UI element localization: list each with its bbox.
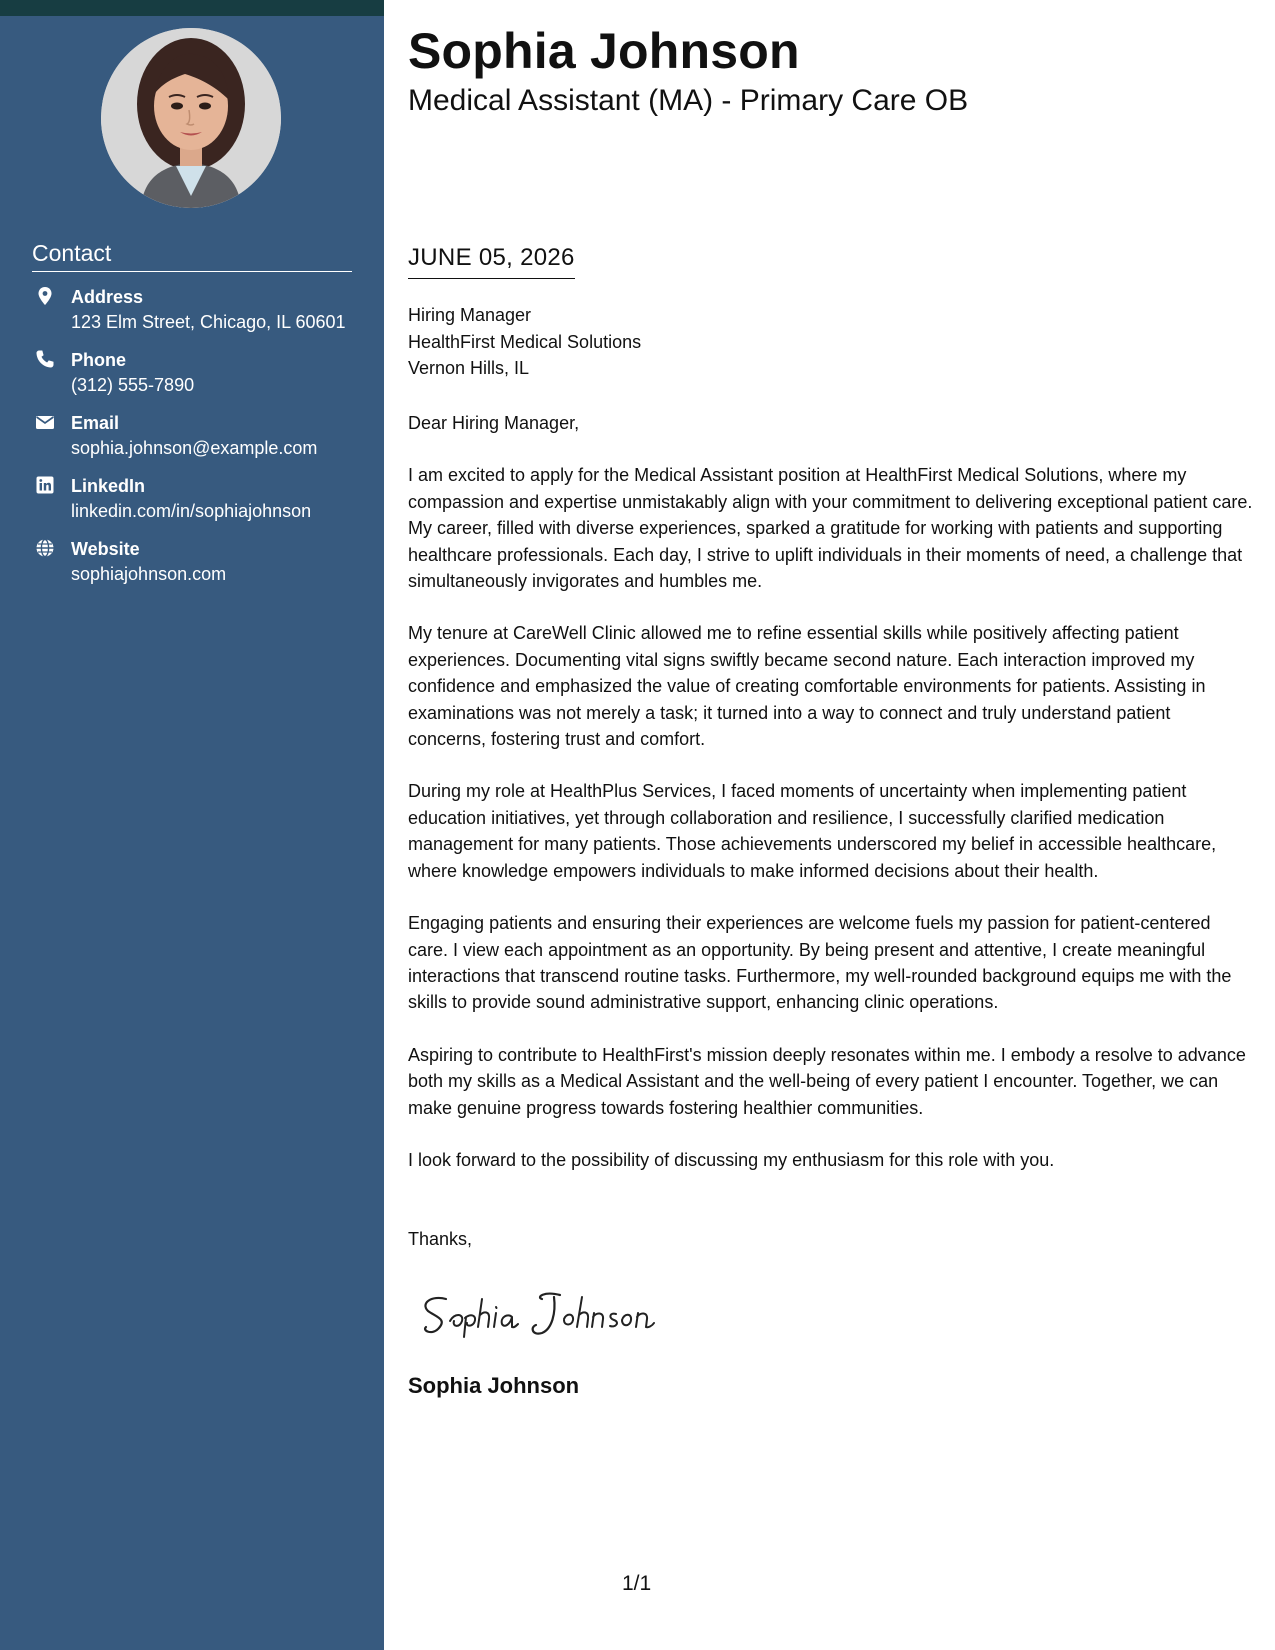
recipient-line: Vernon Hills, IL [408, 358, 530, 378]
address-label: Address [71, 287, 144, 307]
applicant-title: Medical Assistant (MA) - Primary Care OB [408, 84, 969, 117]
handwritten-signature [414, 1283, 674, 1343]
envelope-icon [35, 412, 55, 432]
phone-label: Phone [71, 350, 127, 370]
body-paragraph: During my role at HealthPlus Services, I faced moments of uncertainty when implementing patient education initiatives, yet through collaboration and resilience, I successfully clarified medication management for many patients. Those achievements underscored my belief in accessible healthcare, where knowledge empowers individuals to make informed decisions about their health. [408, 781, 1217, 881]
contact-heading: Contact [32, 240, 352, 272]
sidebar-top-accent [0, 0, 384, 16]
recipient-line: Hiring Manager [408, 305, 532, 325]
avatar-photo [101, 28, 281, 208]
letter-body [408, 410, 1253, 1199]
applicant-name: Sophia Johnson [408, 23, 800, 79]
contact-item-linkedin [32, 474, 362, 524]
linkedin-value[interactable]: linkedin.com/in/sophiajohnson [71, 501, 312, 521]
body-paragraph: I am excited to apply for the Medical Assistant position at HealthFirst Medical Solutions, where my compassion and expertise unmistakably align with your commitment to delivering exceptional patient care. My career, filled with diverse experiences, sparked a gratitude for working with patients and supporting healthcare professionals. Each day, I strive to uplift individuals in their moments of need, a challenge that simultaneously invigorates and humbles me. [408, 465, 1253, 592]
email-value[interactable]: sophia.johnson@example.com [71, 438, 318, 458]
address-value: 123 Elm Street, Chicago, IL 60601 [71, 312, 346, 332]
contact-item-website [32, 537, 362, 587]
location-pin-icon [35, 286, 55, 306]
contact-list [32, 285, 362, 600]
linkedin-icon [35, 475, 55, 495]
contact-item-phone [32, 348, 362, 398]
website-value[interactable]: sophiajohnson.com [71, 564, 227, 584]
body-paragraph: Aspiring to contribute to HealthFirst's mission deeply resonates within me. I embody a resolve to advance both my skills as a Medical Assistant and the well-being of every patient I encounter. Together, we can make genuine progress towards fostering healthier communities. [408, 1044, 1246, 1118]
signature-image [414, 1283, 674, 1343]
body-paragraph: Engaging patients and ensuring their experiences are welcome fuels my passion for patient-centered care. I view each appointment as an opportunity. By being present and attentive, I create meaningful interactions that transcend routine tasks. Furthermore, my well-rounded background equips me with the skills to provide sound administrative support, enhancing clinic operations. [408, 913, 1232, 1013]
phone-value: (312) 555-7890 [71, 375, 195, 395]
contact-item-email [32, 411, 362, 461]
website-label: Website [71, 539, 140, 559]
salutation: Dear Hiring Manager, [408, 413, 580, 433]
signoff: Thanks, [408, 1229, 473, 1249]
linkedin-label: LinkedIn [71, 476, 146, 496]
signer-name: Sophia Johnson [408, 1373, 580, 1398]
globe-icon [35, 538, 55, 558]
letter-date: JUNE 05, 2026 [408, 244, 575, 279]
email-label: Email [71, 413, 120, 433]
sidebar [0, 0, 384, 1650]
page-number: 1/1 [622, 1572, 652, 1595]
contact-item-address [32, 285, 362, 335]
body-paragraph: I look forward to the possibility of discussing my enthusiasm for this role with you. [408, 1149, 1055, 1170]
recipient-block [408, 302, 641, 382]
avatar [101, 28, 281, 208]
body-paragraph: My tenure at CareWell Clinic allowed me to refine essential skills while positively affecting patient experiences. Documenting vital signs swiftly became second nature. Each interaction improved my confidence and emphasized the value of creating comfortable environments for patients. Assisting in examinations was not merely a task; it turned into a way to connect and truly understand patient concerns, fostering trust and comfort. [408, 623, 1206, 750]
phone-icon [35, 349, 55, 369]
recipient-line: HealthFirst Medical Solutions [408, 331, 642, 352]
